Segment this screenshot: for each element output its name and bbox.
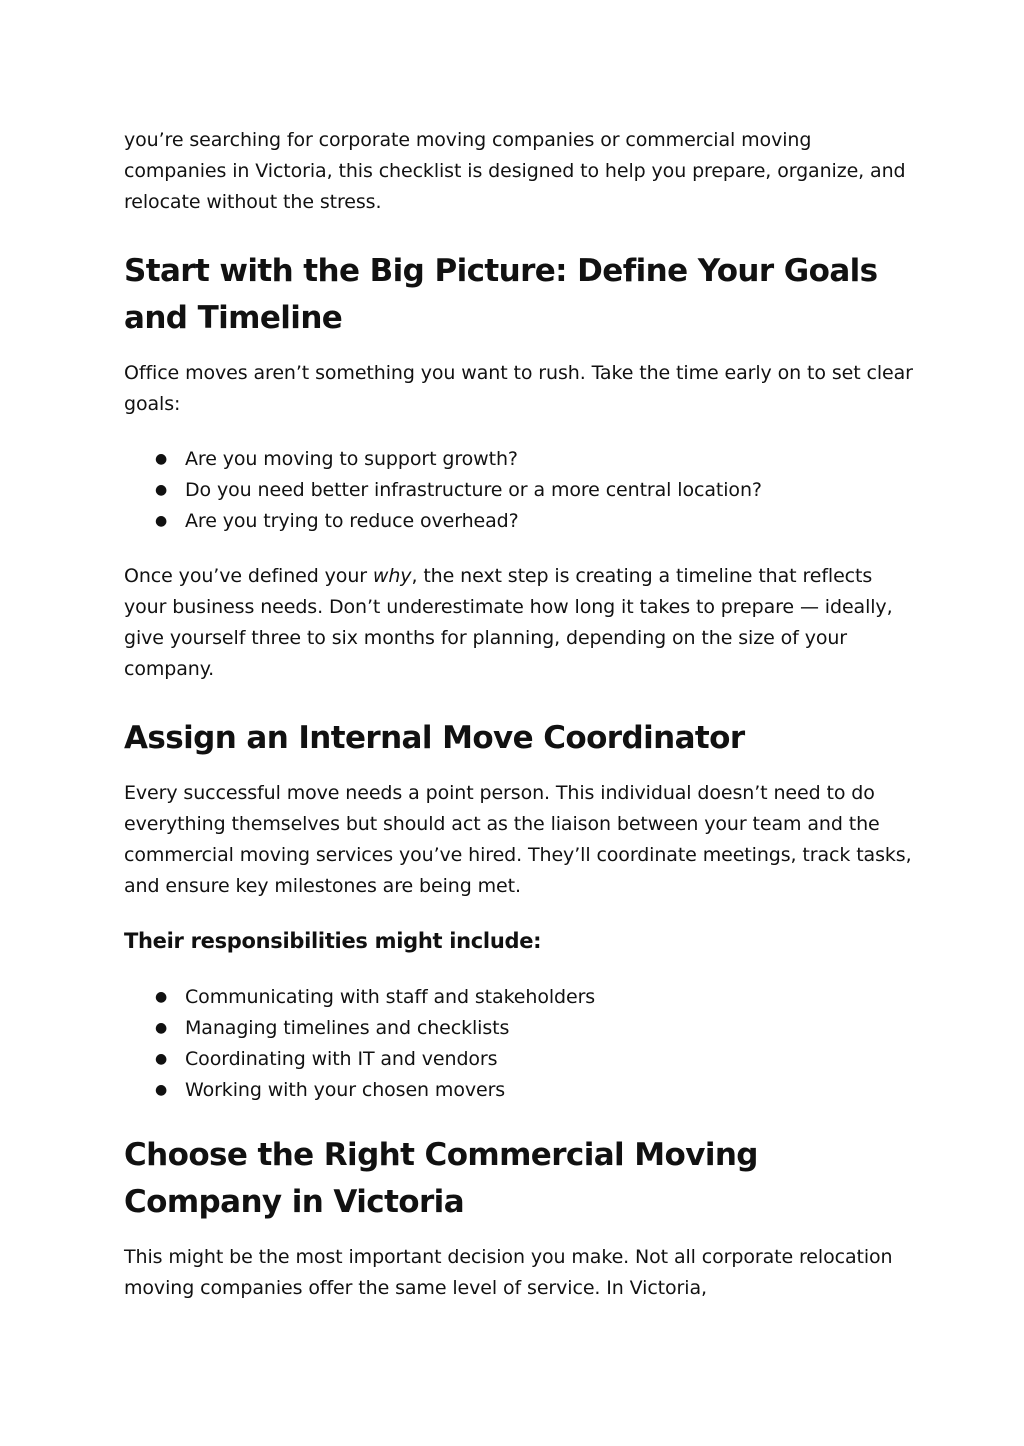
list-item: ● Do you need better infrastructure or a more central location? xyxy=(124,475,914,506)
section-coordinator-paragraph: Every successful move needs a point person. This individual doesn’t need to do everything themselves but should act as the liaison between your team and the commercial moving services you’ve hired. They’ll coordinate meetings, track tasks, and ensure key milestones are being met. xyxy=(124,782,912,897)
bullet-icon: ● xyxy=(155,1082,168,1098)
list-item: ● Coordinating with IT and vendors xyxy=(124,1044,914,1075)
section-coordinator-heading: Assign an Internal Move Coordinator xyxy=(124,720,745,756)
bullet-icon: ● xyxy=(155,451,168,467)
list-item: ● Working with your chosen movers xyxy=(124,1075,914,1106)
section-movers-paragraph: This might be the most important decision you make. Not all corporate relocation moving companies offer the same level of service. In Victoria, xyxy=(124,1246,893,1299)
intro-paragraph: you’re searching for corporate moving companies or commercial moving companies in Victoria, this checklist is designed to help you prepare, organize, and relocate without the stress. xyxy=(124,129,906,213)
bullet-icon: ● xyxy=(155,1020,168,1036)
bullet-icon: ● xyxy=(155,482,168,498)
section-goals-heading: Start with the Big Picture: Define Your Goals and Timeline xyxy=(124,253,878,336)
list-item: ● Are you trying to reduce overhead? xyxy=(124,506,914,537)
document-page xyxy=(124,125,914,1304)
section-movers-heading: Choose the Right Commercial Moving Company in Victoria xyxy=(124,1137,758,1220)
section-goals-timeline-paragraph: Once you’ve defined your why, the next step is creating a timeline that reflects your business needs. Don’t underestimate how long it takes to prepare — ideally, give yourself three to six months for planning, depending on the size of your company. xyxy=(124,565,893,680)
responsibilities-list xyxy=(124,982,914,1106)
goals-list xyxy=(124,444,914,537)
responsibilities-subheading: Their responsibilities might include: xyxy=(124,929,542,953)
section-goals-paragraph: Office moves aren’t something you want to rush. Take the time early on to set clear goals: xyxy=(124,362,913,415)
list-item: ● Communicating with staff and stakeholders xyxy=(124,982,914,1013)
list-item: ● Are you moving to support growth? xyxy=(124,444,914,475)
emphasis-why: why xyxy=(372,565,412,587)
bullet-icon: ● xyxy=(155,989,168,1005)
bullet-icon: ● xyxy=(155,513,168,529)
bullet-icon: ● xyxy=(155,1051,168,1067)
list-item: ● Managing timelines and checklists xyxy=(124,1013,914,1044)
